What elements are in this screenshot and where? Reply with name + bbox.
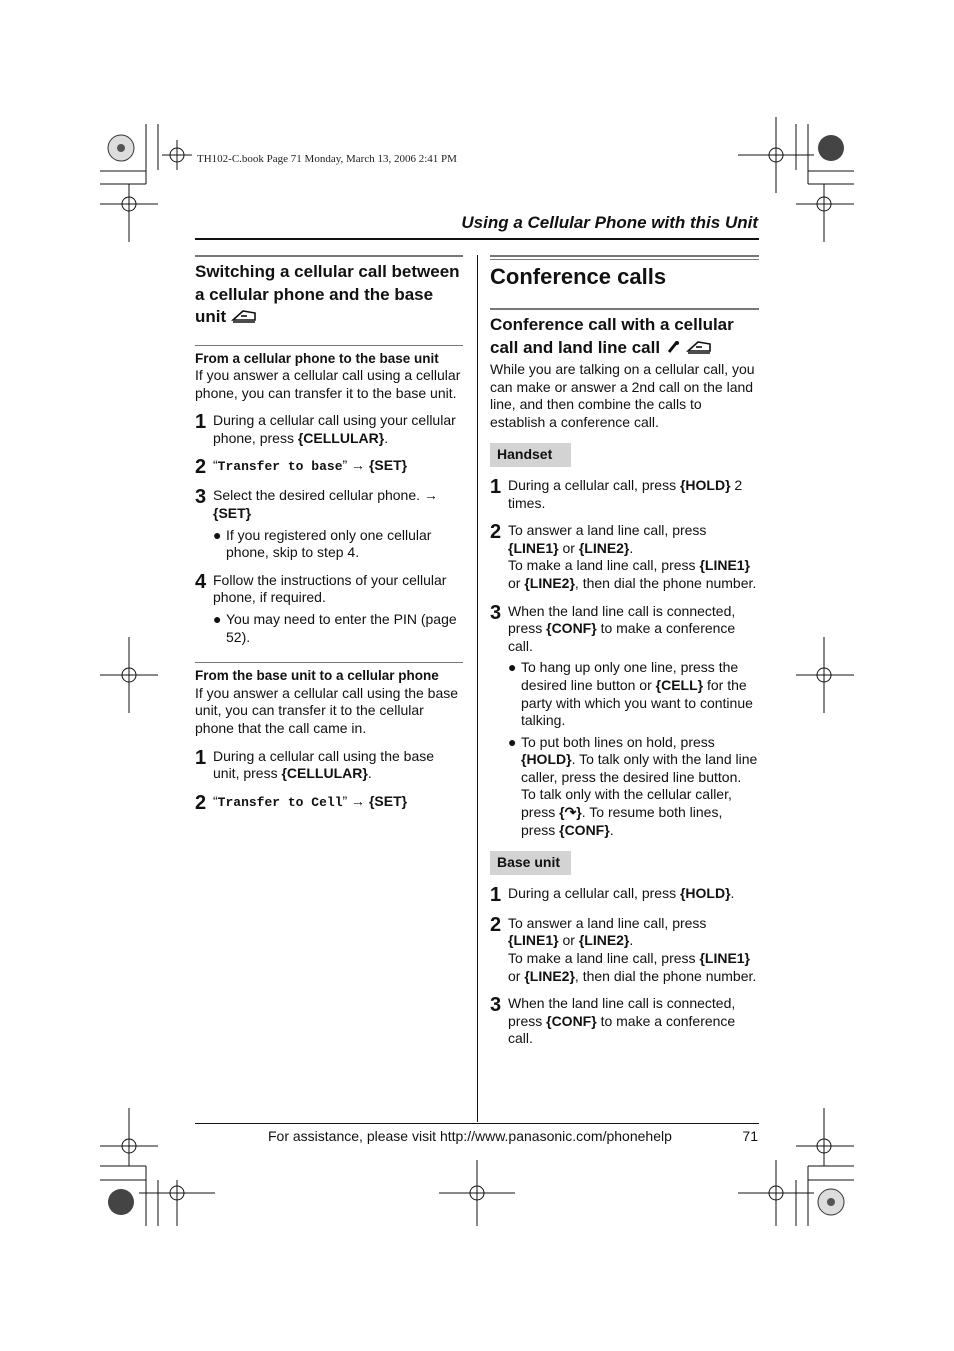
right-sub-rule [490, 308, 759, 310]
header-rule [195, 238, 759, 240]
open-quote: “ [213, 792, 218, 809]
period: . [629, 932, 634, 949]
sub1-intro: If you answer a cellular call using a cellular phone, you can transfer it to the base unit. [195, 367, 461, 401]
step-text: Select the desired cellular phone. → [213, 487, 438, 504]
step-text: During a cellular call using your cellular phone, press [213, 412, 456, 446]
sub1-step-2 [195, 457, 463, 477]
step-number: 1 [195, 411, 207, 434]
right-top-rule [490, 255, 759, 260]
left-column [195, 255, 463, 813]
cellular-key: {CELLULAR} [297, 429, 385, 446]
right-column [490, 255, 759, 1048]
handset-step-2 [490, 522, 759, 592]
step-text-end: . [730, 884, 735, 901]
bullet-text-end: for the party with which you want to continue talking. [521, 676, 753, 729]
bullet-text: To put both lines on hold, press [521, 733, 715, 750]
hold-key: {HOLD} [521, 751, 572, 768]
step-number: 4 [195, 570, 207, 593]
step-text: To make a land line call, press [508, 950, 700, 967]
bullet-text-end: . [609, 821, 614, 838]
step-text-end: , then dial the phone number. [574, 574, 757, 591]
step-number: 1 [195, 746, 207, 769]
period: . [629, 539, 634, 556]
or-text: or [558, 932, 579, 949]
handset-note-1 [490, 659, 759, 729]
bullet-text: To hang up only one line, press the desired line button or [521, 659, 739, 693]
step-text-end: , then dial the phone number. [574, 967, 757, 984]
cell-key: {CELL} [655, 676, 704, 693]
step-number: 1 [490, 475, 502, 498]
base-step-2 [490, 915, 759, 985]
close-quote-arrow: ” → [342, 457, 369, 474]
step-number: 3 [195, 486, 207, 509]
close-quote-arrow: ” → [342, 792, 369, 809]
off-hook-key: {↷} [559, 804, 582, 821]
line2-key: {LINE2} [524, 574, 575, 591]
set-key: {SET} [368, 457, 408, 474]
sub1-title: From a cellular phone to the base unit [195, 350, 439, 366]
step-text-end: . [367, 765, 372, 782]
line1-key: {LINE1} [508, 539, 559, 556]
step-text: To answer a land line call, press [508, 522, 707, 539]
bullet-icon: ● [508, 733, 517, 750]
page-number: 71 [742, 1128, 758, 1144]
file-info: TH102-C.book Page 71 Monday, March 13, 2006 2:41 PM [197, 153, 457, 165]
step-text-end: . [384, 429, 389, 446]
step-text: Follow the instructions of your cellular phone, if required. [213, 571, 447, 606]
base-step-1 [490, 885, 759, 905]
sub2-rule [195, 662, 463, 663]
line1-key: {LINE1} [699, 950, 751, 967]
step-number: 2 [195, 791, 207, 814]
handset-icon [665, 339, 681, 355]
sub1-step-4-note [195, 611, 463, 646]
conf-key: {CONF} [559, 821, 610, 838]
left-heading [195, 261, 463, 329]
left-top-rule [195, 255, 463, 257]
base-step-3 [490, 995, 759, 1048]
base-unit-icon [231, 308, 257, 324]
conference-heading: Conference calls [490, 264, 667, 289]
bullet-text: . To talk only with the land line caller, press the desired line button. To talk only with the cellular caller, press [521, 751, 758, 821]
step-text-end: to make a conference call. [508, 1012, 736, 1047]
conference-intro: While you are talking on a cellular call, you can make or answer a 2nd call on the land line, and then combine the calls to establish a conference call. [490, 361, 755, 430]
or-text: or [508, 967, 525, 984]
or-text: or [508, 574, 525, 591]
handset-tag: Handset [490, 443, 571, 467]
step-text: During a cellular call, press [508, 884, 680, 901]
conf-key: {CONF} [546, 620, 597, 637]
bullet-text: You may need to enter the PIN (page 52). [226, 611, 457, 645]
sub2-step-1 [195, 748, 463, 783]
step-number: 1 [490, 883, 502, 906]
set-key: {SET} [368, 792, 408, 809]
line1-key: {LINE1} [699, 557, 751, 574]
step-text: To answer a land line call, press [508, 914, 707, 931]
footer-assistance: For assistance, please visit http://www.panasonic.com/phonehelp [268, 1128, 672, 1144]
step-text: When the land line call is connected, press [508, 602, 736, 637]
bullet-icon: ● [508, 659, 517, 676]
step-text-end: to make a conference call. [508, 620, 736, 654]
sub1-step-1 [195, 412, 463, 447]
step-number: 3 [490, 601, 502, 624]
base-unit-icon [686, 339, 712, 355]
line2-key: {LINE2} [524, 967, 575, 984]
sub1-step-3 [195, 487, 463, 522]
base-unit-tag: Base unit [490, 851, 571, 875]
sub2-intro: If you answer a cellular call using the base unit, you can transfer it to the cellular phone that the call came in. [195, 684, 459, 736]
hold-key: {HOLD} [679, 884, 731, 901]
step-text-end: 2 times. [508, 476, 743, 511]
conf-key: {CONF} [546, 1012, 597, 1029]
conference-subheading-text: Conference call with a cellular call and land line call [490, 315, 734, 357]
open-quote: “ [213, 457, 218, 474]
footer-rule [195, 1123, 759, 1124]
sub1-step-3-note [195, 527, 463, 562]
line2-key: {LINE2} [578, 539, 630, 556]
step-number: 3 [490, 994, 502, 1017]
sub2-step-2 [195, 793, 463, 813]
line2-key: {LINE2} [578, 932, 630, 949]
cellular-key: {CELLULAR} [281, 765, 368, 782]
bullet-text: . To resume both lines, press [521, 804, 723, 838]
left-heading-text: Switching a cellular call between a cellular phone and the base unit [195, 262, 460, 326]
column-divider [477, 255, 478, 1122]
handset-step-3 [490, 603, 759, 656]
bullet-text: If you registered only one cellular phone, skip to step 4. [226, 526, 432, 561]
menu-item-transfer-to-base: Transfer to base [217, 459, 343, 475]
handset-step-1 [490, 477, 759, 512]
line1-key: {LINE1} [508, 932, 559, 949]
or-text: or [558, 539, 579, 556]
section-title: Using a Cellular Phone with this Unit [461, 213, 758, 232]
step-number: 2 [490, 521, 502, 544]
sub1-rule [195, 345, 463, 346]
step-text: When the land line call is connected, press [508, 995, 736, 1029]
step-text: During a cellular call using the base unit, press [213, 747, 435, 782]
hold-key: {HOLD} [679, 476, 731, 493]
set-key: {SET} [213, 505, 252, 522]
bullet-icon: ● [213, 526, 222, 543]
conference-subheading [490, 314, 759, 359]
sub1-step-4 [195, 572, 463, 607]
bullet-icon: ● [213, 611, 222, 628]
step-number: 2 [195, 456, 207, 479]
step-text: During a cellular call, press [508, 476, 680, 493]
sub2-title: From the base unit to a cellular phone [195, 668, 439, 684]
handset-note-2 [490, 734, 759, 840]
step-text: To make a land line call, press [508, 557, 700, 574]
menu-item-transfer-to-cell: Transfer to Cell [217, 794, 343, 810]
step-number: 2 [490, 913, 502, 936]
